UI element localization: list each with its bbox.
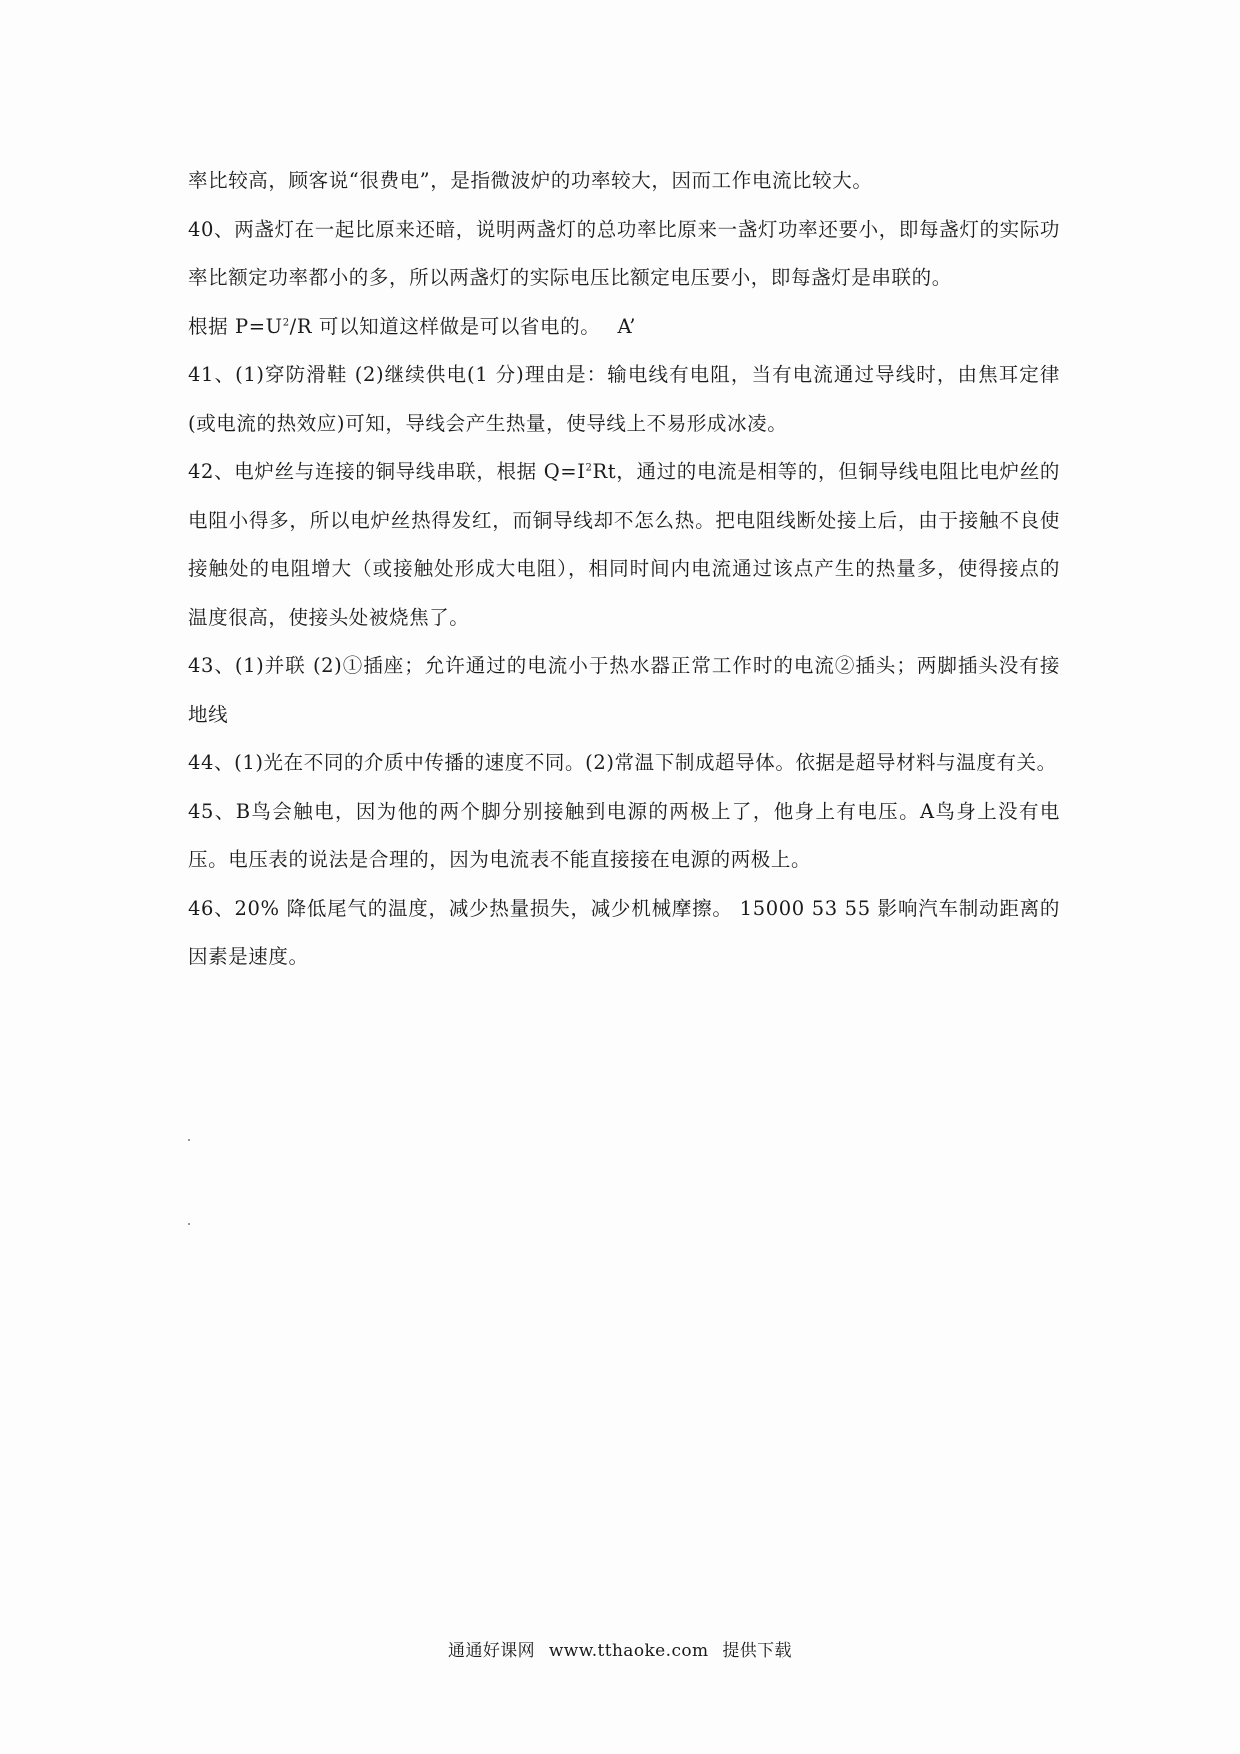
paragraph-45: 45、B鸟会触电，因为他的两个脚分别接触到电源的两极上了，他身上有电压。A鸟身上没有电压。电压表的说法是合理的，因为电流表不能直接接在电源的两极上。 <box>188 799 1060 871</box>
formula-text-post: /R 可以知道这样做是可以省电的。 A’ <box>289 314 637 338</box>
paragraph-43: 43、(1)并联 (2)①插座；允许通过的电流小于热水器正常工作时的电流②插头；两脚插头没有接地线 <box>188 654 1060 726</box>
formula-text-pre: 42、电炉丝与连接的铜导线串联，根据 Q=I <box>188 460 586 483</box>
formula-text-post: Rt，通过的电流是相等的，但铜导线电阻比电炉丝的电阻小得多，所以电炉丝热得发红，而铜导线却不怎么热。把电阻线断处接上后，由于接触不良使接触处的电阻增大（或接触处形成大电阻），相同时间内电流通过该点产生的热量多，使得接点的温度很高，使接头处被烧焦了。 <box>188 460 1060 629</box>
paragraph-42 <box>188 448 1060 642</box>
paragraph-39-continued: 率比较高，顾客说“很费电”，是指微波炉的功率较大，因而工作电流比较大。 <box>188 169 873 192</box>
paragraph-46: 46、20% 降低尾气的温度，减少热量损失，减少机械摩擦。 15000 53 55 影响汽车制动距离的因素是速度。 <box>188 896 1060 968</box>
footer-url-link[interactable]: www.tthaoke.com <box>548 1641 709 1661</box>
paragraph-40: 40、两盏灯在一起比原来还暗，说明两盏灯的总功率比原来一盏灯功率还要小，即每盏灯的实际功率比额定功率都小的多，所以两盏灯的实际电压比额定电压要小，即每盏灯是串联的。 <box>188 217 1060 289</box>
page-footer <box>0 1636 1240 1661</box>
formula-superscript: 2 <box>585 462 593 474</box>
formula-text-pre: 根据 P=U <box>188 314 283 338</box>
paragraph-41: 41、(1)穿防滑鞋 (2)继续供电(1 分)理由是：输电线有电阻，当有电流通过导线时，由焦耳定律(或电流的热效应)可知，导线会产生热量，使导线上不易形成冰凌。 <box>188 363 1060 435</box>
scan-speck <box>188 1223 190 1225</box>
scan-speck <box>188 1139 190 1141</box>
answer-text-body <box>188 157 1060 982</box>
paragraph-40-formula <box>188 303 1060 352</box>
footer-site-name: 通通好课网 <box>448 1641 536 1661</box>
paragraph-44: 44、(1)光在不同的介质中传播的速度不同。(2)常温下制成超导体。依据是超导材料与温度有关。 <box>188 751 1057 774</box>
footer-suffix: 提供下载 <box>722 1641 792 1661</box>
formula-superscript: 2 <box>282 317 290 328</box>
